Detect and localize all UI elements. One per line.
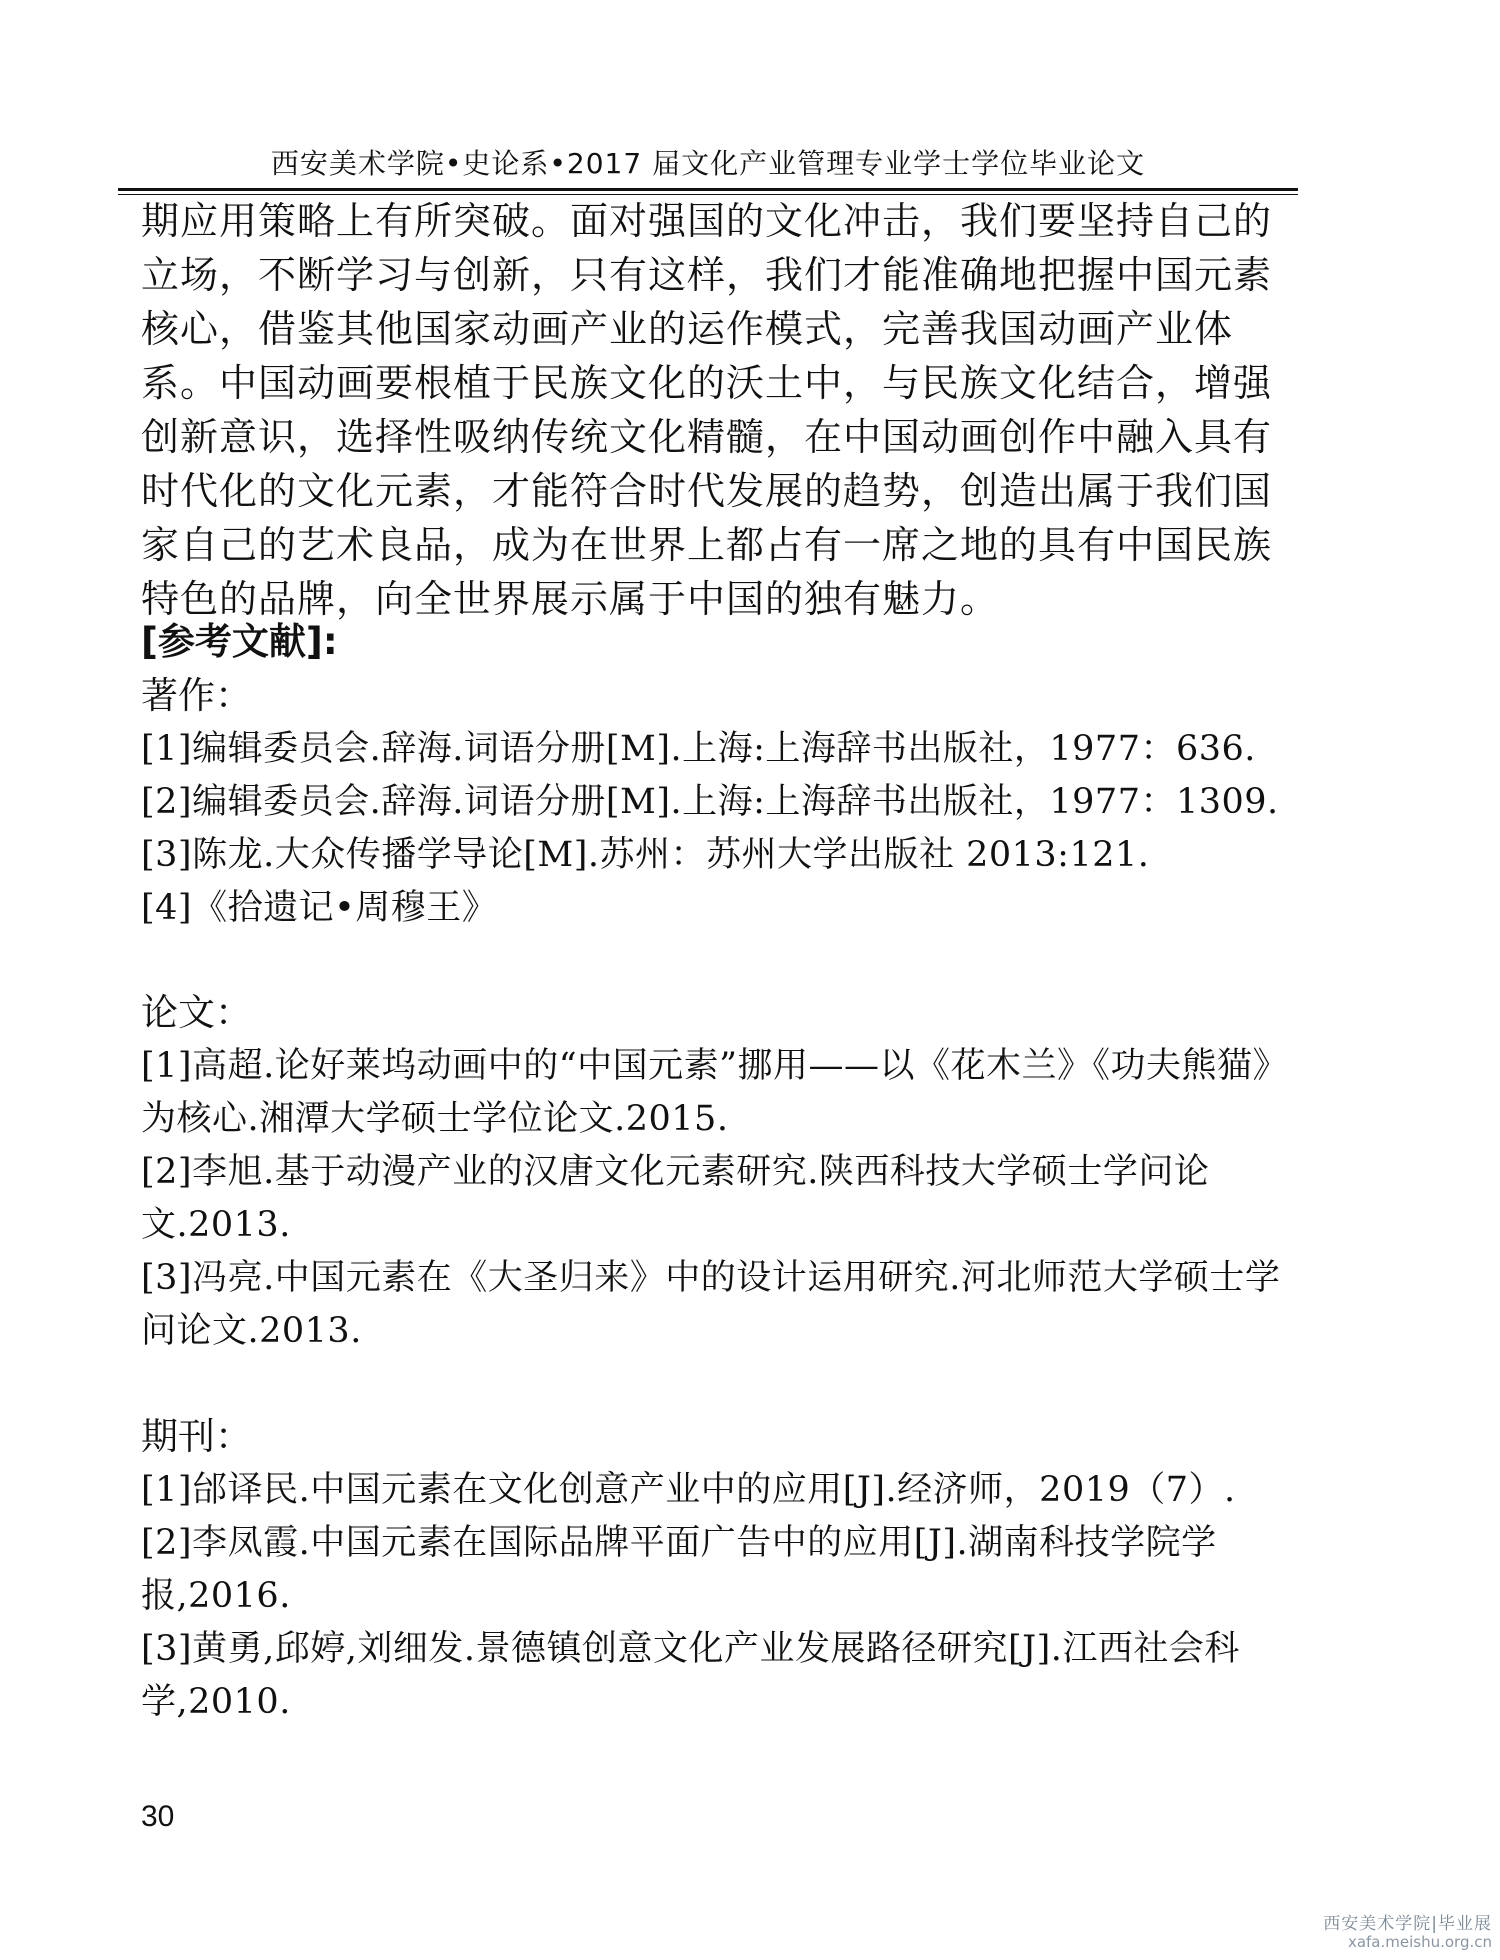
reference-item: [2]编辑委员会.辞海.词语分册[M].上海:上海辞书出版社，1977：1309. <box>141 782 1279 822</box>
page-number: 30 <box>141 1800 175 1833</box>
theses-heading: 论文： <box>141 991 252 1034</box>
body-text <box>141 194 1301 626</box>
references-title: [参考文献]: <box>141 620 338 663</box>
reference-item: [2]李凤霞.中国元素在国际品牌平面广告中的应用[J].湖南科技学院学报,2016. <box>141 1523 1217 1616</box>
journals-heading: 期刊： <box>141 1415 252 1458</box>
watermark-url: xafa.meishu.org.cn <box>1347 1933 1492 1951</box>
reference-item: [3]黄勇,邱婷,刘细发.景德镇创意文化产业发展路径研究[J].江西社会科学,2010. <box>141 1629 1240 1722</box>
watermark <box>1323 1915 1492 1951</box>
reference-item: [2]李旭.基于动漫产业的汉唐文化元素研究.陕西科技大学硕士学问论文.2013. <box>141 1152 1210 1245</box>
reference-item: [3]冯亮.中国元素在《大圣归来》中的设计运用研究.河北师范大学硕士学问论文.2013. <box>141 1258 1281 1351</box>
references-books <box>141 669 1301 935</box>
reference-item: [1]编辑委员会.辞海.词语分册[M].上海:上海辞书出版社，1977：636. <box>141 729 1256 769</box>
watermark-logo: 西安美术学院|毕业展 <box>1323 1914 1492 1934</box>
references-journals <box>141 1410 1301 1729</box>
reference-item: [3]陈龙.大众传播学导论[M].苏州：苏州大学出版社 2013:121. <box>141 835 1150 875</box>
references-theses <box>141 986 1301 1358</box>
body-paragraph: 期应用策略上有所突破。面对强国的文化冲击，我们要坚持自己的立场，不断学习与创新，只有这样，我们才能准确地把握中国元素核心，借鉴其他国家动画产业的运作模式，完善我国动画产业体系。中国动画要根植于民族文化的沃土中，与民族文化结合，增强创新意识，选择性吸纳传统文化精髓，在中国动画创作中融入具有时代化的文化元素，才能符合时代发展的趋势，创造出属于我们国家自己的艺术良品，成为在世界上都占有一席之地的具有中国民族特色的品牌，向全世界展示属于中国的独有魅力。 <box>141 199 1273 621</box>
reference-item: [1]高超.论好莱坞动画中的“中国元素”挪用——以《花木兰》《功夫熊猫》为核心.湘潭大学硕士学位论文.2015. <box>141 1046 1288 1139</box>
reference-item: [1]邰译民.中国元素在文化创意产业中的应用[J].经济师，2019（7）. <box>141 1470 1236 1510</box>
books-heading: 著作： <box>141 674 252 717</box>
reference-item: [4]《拾遗记•周穆王》 <box>141 888 498 928</box>
header-rule-thick <box>118 188 1298 191</box>
page-header: 西安美术学院•史论系•2017 届文化产业管理专业学士学位毕业论文 <box>270 147 1146 180</box>
